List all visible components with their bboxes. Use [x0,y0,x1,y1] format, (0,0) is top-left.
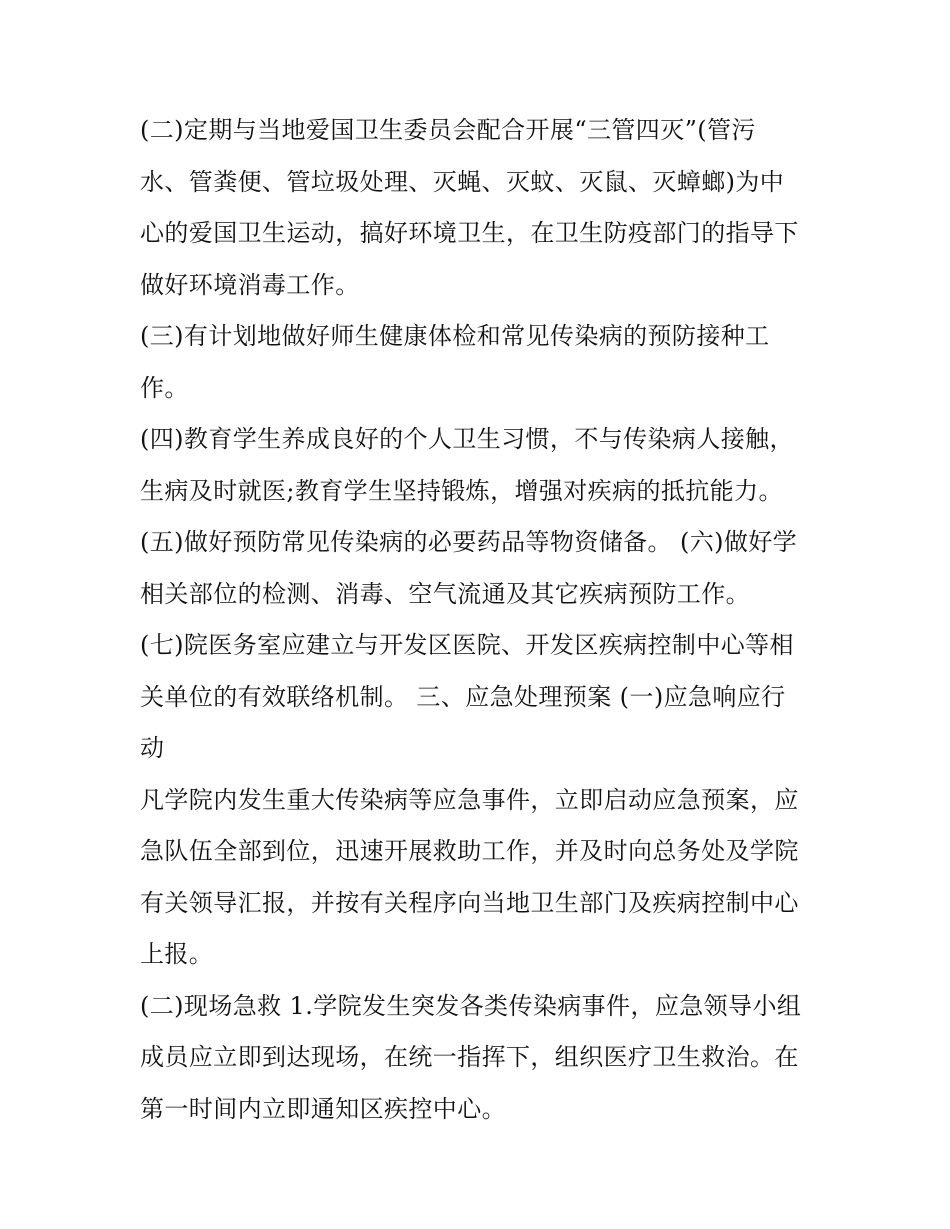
text-line: 动 [140,734,165,762]
text-line: 成员应立即到达现场，在统一指挥下，组织医疗卫生救治。在 [140,1043,799,1071]
text-line: (七)院医务室应建立与开发区医院、开发区疾病控制中心等相 [140,631,794,659]
document-body [140,105,820,1135]
text-line: 水、管粪便、管垃圾处理、灭蝇、灭蚊、灭鼠、灭蟑螂)为中 [140,167,785,196]
text-line: 急队伍全部到位，迅速开展救助工作，并及时向总务处及学院 [140,837,799,865]
text-line: (二)现场急救 1.学院发生突发各类传染病事件，应急领导小组 [140,991,802,1020]
text-line: (五)做好预防常见传染病的必要药品等物资储备。 (六)做好学 [140,528,798,556]
text-line: 凡学院内发生重大传染病等应急事件，立即启动应急预案，应 [140,785,799,814]
text-line: 作。 [140,373,189,402]
text-line: 第一时间内立即通知区疾控中心。 [140,1094,506,1123]
text-line: 有关领导汇报，并按有关程序向当地卫生部门及疾病控制中心 [140,888,799,917]
text-line: (二)定期与当地爱国卫生委员会配合开展“三管四灭”(管污 [140,116,756,144]
text-line: 生病及时就医;教育学生坚持锻炼，增强对疾病的抵抗能力。 [140,476,783,505]
text-line: 关单位的有效联络机制。 三、应急处理预案 (一)应急响应行 [140,682,786,711]
text-line: 心的爱国卫生运动，搞好环境卫生，在卫生防疫部门的指导下 [140,219,799,247]
text-line: (四)教育学生养成良好的个人卫生习惯，不与传染病人接触， [140,425,794,453]
text-line: (三)有计划地做好师生健康体检和常见传染病的预防接种工 [140,322,770,350]
text-line: 做好环境消毒工作。 [140,270,360,299]
text-line: 相关部位的检测、消毒、空气流通及其它疾病预防工作。 [140,579,750,608]
text-line: 上报。 [140,940,214,968]
